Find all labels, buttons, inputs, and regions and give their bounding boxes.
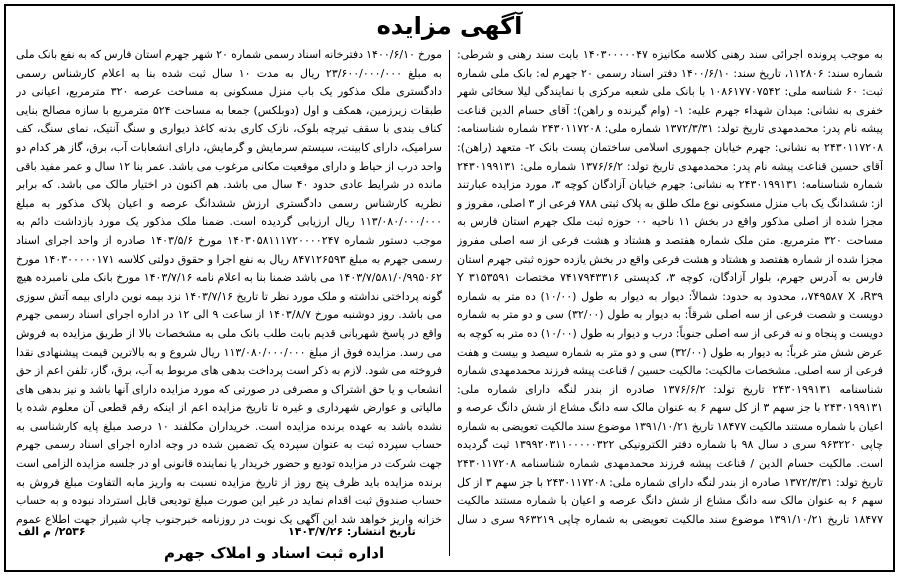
auction-notice (4, 4, 895, 572)
issuer-name: اداره ثبت اسناد و املاک جهرم (164, 544, 385, 562)
notice-header (6, 6, 893, 46)
notice-paragraph-left: مورخ ۱۴۰۰/۶/۱۰ دفترخانه اسناد رسمی شماره ۲۰ شهر جهرم استان فارس که به نفع بانک ملی به مبلغ ۲۳/۶۰۰/۰۰۰/۰۰۰ ریال به مدت ۱۰ سال ثبت شده بنا به اعلام کارشناس رسمی دادگستری ملک مذکور یک باب منزل مسکونی به مساحت عرصه ۳۲۰ مترمربع، اعیانی در طبقات زیرزمین، همکف و اول (دوبلکس) جمعا به مساحت ۵۲۴ مترمربع با سازه مصالح بنایی کناف بندی با سقف تیرچه بلوک، نازک کاری بدنه کاغذ دیواری و سنگ آنتیک، نمای سنگ، کف سرامیک، دارای کابینت، سیستم سرمایش و گرمایش، دارای انشعابات آب، برق، گاز هر کدام دو واحد درب از حیاط و دارای موقعیت مکانی مرغوب می باشد. عمر بنا ۱۲ سال و عمر مفید باقی مانده در شرایط عادی حدود ۴۰ سال می باشد. هم اکنون در اختیار مالک می باشد. که برابر نظریه کارشناس رسمی دادگستری ارزش ششدانگ عرصه و اعیان پلاک مذکور به مبلغ ۱۱۳/۰۸۰/۰۰۰/۰۰۰ ریال ارزیابی گردیده است. ضمنا ملک مذکور یک مورد بازداشت دائم به موجب دستور شماره ۱۴۰۳۰۵۸۱۱۱۷۲۰۰۰۰۲۴۷ مورخ ۱۴۰۳/۵/۶ صادره از واحد اجرای اسناد رسمی جهرم به مبلغ ۸۴۷۱۲۶۵۹۳ ریال به نفع اجرا و حقوق دولتی کلاسه ۱۴۰۳۰۰۰۰۰۱۷۱ مورخ ۱۴۰۳/۷/۵۸۱/۰/۹۹۵۰۶۲ می باشد ضمنا بنا به اعلام نامه ۱۴۰۳/۷/۱۶ مورخ بانک ملی نامبرده هیچ گونه پرداختی نداشته و ملک مورد نظر تا تاریخ ۱۴۰۳/۷/۱۶ نزد بیمه نوین دارای بیمه آتش سوزی می باشد. روز دوشنبه مورخ ۱۴۰۳/۸/۷ از ساعت ۹ الی ۱۲ در اداره اجرای اسناد رسمی جهرم واقع در پاسخ شهربانی قدیم بابت طلب بانک ملی به مشخصات بالا از طریق مزایده به فروش می رسد. مزایده فوق از مبلغ ۱۱۳/۰۸۰/۰۰۰/۰۰۰ ریال شروع و به بالاترین قیمت پیشنهادی نقدا فروخته می شود. لازم به ذکر است پرداخت بدهی های مربوط به آب، برق، گاز، تلفن اعم از حق انشعاب و یا حق اشتراک و مصرفی در صورتی که مورد مزایده دارای آنها باشد و نیز بدهی های مالیاتی و عوارض شهرداری و غیره تا تاریخ مزایده اعم از اینکه رقم قطعی آن معلوم شده یا نشده باشد به عهده برنده مزایده است. خریداران مکلفند ۱۰ درصد مبلغ پایه کارشناسی به حساب سپرده ثبت به عنوان سپرده یک تضمین شده در وجه اداره اجرای اسناد رسمی جهرم جهت شرکت در مزایده تودیع و حضور خریدار یا نماینده قانونی او در جلسه مزایده الزامی است برنده مزایده باید ظرف پنج روز از تاریخ مزایده نسبت به واریز مابه التفاوت مبلغ فروش به حساب صندوق ثبت اقدام نماید در غیر این صورت مبلغ تودیعی قابل استرداد نبوده و به حساب خزانه واریز خواهد شد این آگهی یک نوبت در روزنامه خبرجنوب چاپ شیراز جهت اطلاع عموم (16, 48, 442, 526)
notice-title: آگهی مزایده (376, 12, 523, 40)
publish-date: تاریخ انتشار: ۱۴۰۳/۷/۲۶ (288, 525, 416, 538)
notice-column-right (457, 46, 883, 526)
notice-paragraph-right: به موجب پرونده اجرائی سند رهنی کلاسه مکانیزه ۱۴۰۳۰۰۰۰۰۴۷ بابت سند رهنی و شرطی: شماره سند: ۱۱۲۸۰۶، تاریخ سند: ۱۴۰۰/۶/۱۰ دفتر اسناد رسمی ۲۰ جهرم له: بانک ملی شماره ثبت: ۶۰ شناسه ملی: ۱۰۸۶۱۷۷۰۷۵۴۲ با بانک ملی شعبه مرکزی با نمایندگی لیلا سخائی شهر خفری به نشانی: میدان شهداء جهرم علیه: ۱- (وام گیرنده و راهن): آقای حسام الدین قناعت پیشه نام پدر: محمدمهدی تاریخ تولد: ۱۳۷۲/۳/۳۱ شماره ملی: ۲۴۳۰۱۱۷۲۰۸ شماره شناسنامه: ۲۴۳۰۱۱۷۲۰۸ به نشانی: جهرم خیابان جمهوری اسلامی ساختمان پست بانک ۲- متعهد (راهن): آقای حسین قناعت پیشه نام پدر: محمدمهدی تاریخ تولد: ۱۳۷۶/۶/۲ شماره ملی: ۲۴۳۰۱۹۹۱۳۱ شماره شناسنامه: ۲۴۳۰۱۹۹۱۳۱ به نشانی: جهرم خیابان آزادگان کوچه ۳، مورد مزایده عبارتند از: ششدانگ یک باب منزل مسکونی نوع ملک طلق به پلاک ثبتی ۷۸۸ فرعی از ۳ اصلی، مفروز و مجزا شده از اصلی مذکور واقع در بخش ۱۱ ناحیه ۰۰ حوزه ثبت ملک جهرم استان فارس به مساحت ۳۲۰ مترمربع. متن ملک شماره هفتصد و هشتاد و هشت فرعی از سه اصلی مفروز مجزا شده از شماره هفتصد و هشتاد و هشت فرعی واقع در بخش یازده حوزه ثبتی جهرم استان فارس به آدرس جهرم، بلوار آزادگان، کوچه ۳، کدپستی ۷۴۱۷۹۴۳۳۱۶ مختصات ۳۱۵۳۵۹۱ Y ،۷۴۹۵۸۷ X ،R۳۹، محدود به حدود: شمالاً: دیوار به دیوار به طول (۱۰/۰۰) ده متر به شماره دویست و شصت فرعی از سه اصلی شرقاً: به دیوار به طول (۳۲/۰۰) سی و دو متر به شماره دویست و پنجاه و نه فرعی از سه اصلی جنوباً: درب و دیوار به طول (۱۰/۰۰) ده متر به کوچه به عرض شش متر غرباً: به دیوار به طول (۳۲/۰۰) سی و دو متر به شماره سیصد و بیست و هفت فرعی از سه اصلی. مشخصات مالکیت: مالکیت حسین / قناعت پیشه فرزند محمدمهدی شماره شناسنامه ۲۴۳۰۱۹۹۱۳۱ تاریخ تولد: ۱۳۷۶/۶/۲ صادره از بندر لنگه دارای شماره ملی: ۲۴۳۰۱۹۹۱۳۱ با جز سهم ۳ از کل سهم ۶ به عنوان مالک سه دانگ مشاع از شش دانگ عرصه و اعیان با شماره مستند مالکیت ۱۸۴۷۷ تاریخ ۱۳۹۱/۱۰/۲۱ موضوع سند مالکیت تعویضی به شماره چاپی ۹۶۳۲۲۰ سری د سال ۹۸ با شماره دفتر الکترونیکی ۱۳۹۹۲۰۳۱۱۰۰۰۰۰۳۲۲ ثبت گردیده است. مالکیت حسام الدین / قناعت پیشه فرزند محمدمهدی شماره شناسنامه ۲۴۳۰۱۱۷۲۰۸ تاریخ تولد: ۱۳۷۲/۳/۳۱ صادره از بندر لنگه دارای شماره ملی: ۲۴۳۰۱۱۷۲۰۸ با جز سهم ۳ از کل سهم ۶ به عنوان مالک سه دانگ مشاع از شش دانگ عرصه و اعیان با شماره مستند مالکیت ۱۸۴۷۷ تاریخ ۱۳۹۱/۱۰/۲۱ موضوع سند مالکیت تعویضی به شماره چاپی ۹۶۳۲۱۹ سری د سال (457, 48, 883, 526)
ad-code: ۲۵۳۶/ م الف (18, 525, 86, 538)
notice-column-left (16, 46, 442, 526)
column-divider (449, 50, 450, 556)
